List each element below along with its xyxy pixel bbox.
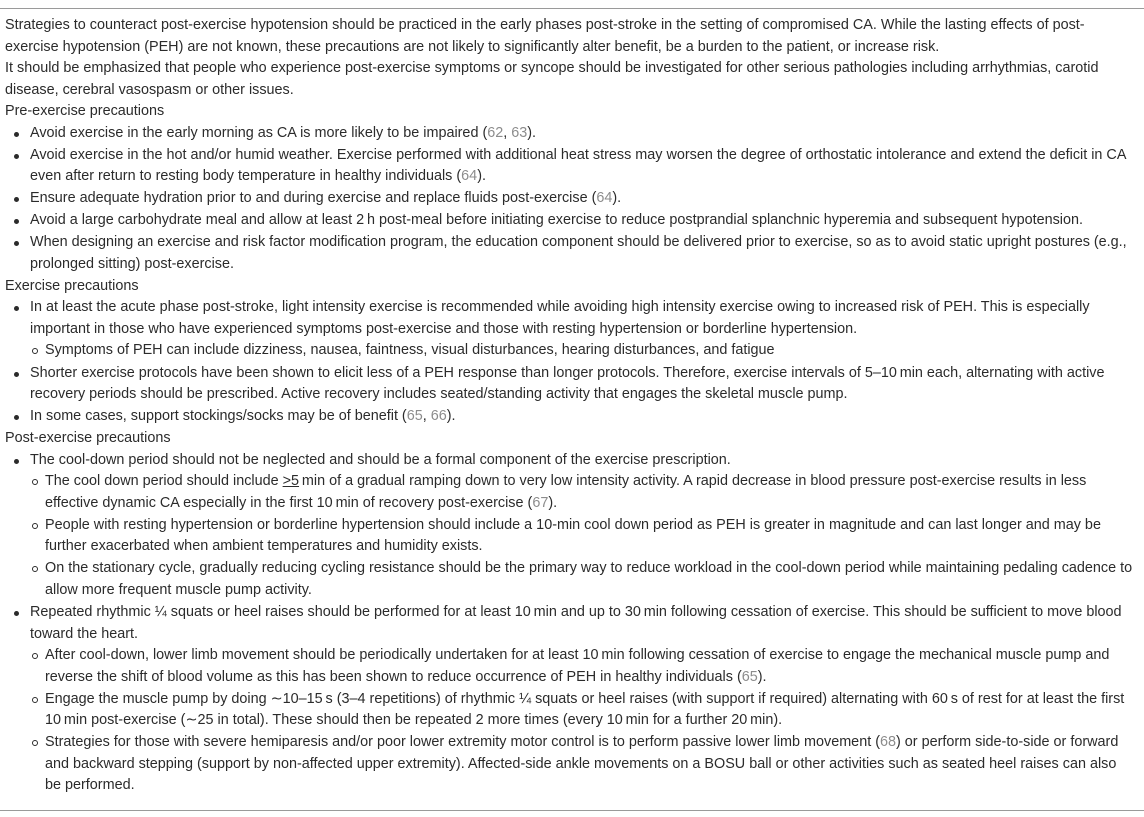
- bullet-icon: [14, 132, 19, 137]
- sub-list-item: The cool down period should include >5 min of a gradual ramping down to very low intensity activity. A rapid decrease in blood pressure post-exercise results in less effective dynamic CA especially in the first 10 min of recovery post-exercise (67).: [45, 471, 1135, 515]
- reference-link[interactable]: 68: [879, 734, 896, 750]
- bullet-icon: [14, 241, 19, 246]
- reference-link[interactable]: 62: [487, 124, 504, 141]
- intro-paragraph-1: Strategies to counteract post-exercise hypotension should be practiced in the early phases post-stroke in the setting of compromised CA. While the lasting effects of post-exercise hypotension (PEH) are not known, these precautions are not likely to significantly alter benefit, be a burden to the patient, or increase risk.: [5, 17, 1085, 55]
- circle-bullet-icon: [32, 348, 38, 354]
- table-content: [5, 15, 1135, 798]
- underlined-value: >5: [282, 473, 300, 489]
- circle-bullet-icon: [32, 523, 38, 529]
- reference-link[interactable]: 67: [532, 494, 549, 511]
- post-exercise-list: [5, 450, 1135, 798]
- list-item: Avoid exercise in the early morning as CA is more likely to be impaired (62, 63).: [30, 123, 1135, 145]
- exercise-list: [5, 297, 1135, 428]
- section-heading-pre-exercise: Pre-exercise precautions: [5, 103, 165, 119]
- bullet-icon: [14, 197, 19, 202]
- reference-link[interactable]: 66: [430, 408, 447, 424]
- intro-paragraph-2: It should be emphasized that people who experience post-exercise symptoms or syncope should be investigated for other serious pathologies including arrhythmias, carotid disease, cerebral vasospasm or other issues.: [5, 60, 1099, 98]
- sub-list-item: Strategies for those with severe hemiparesis and/or poor lower extremity motor control is to perform passive lower limb movement (68) or perform side-to-side or forward and backward stepping (support by non-affected upper extremity). Affected-side ankle movements on a BOSU ball or other activities such as seated heel raises can also be performed.: [45, 732, 1135, 797]
- list-item: When designing an exercise and risk factor modification program, the education component should be delivered prior to exercise, so as to avoid static upright postures (e.g., prolonged sitting) post-exercise.: [30, 232, 1135, 276]
- sub-list-item: People with resting hypertension or borderline hypertension should include a 10-min cool down period as PEH is greater in magnitude and can last longer and may be further exacerbated when ambient temperatures and humidity exists.: [45, 515, 1135, 559]
- list-item: Shorter exercise protocols have been shown to elicit less of a PEH response than longer protocols. Therefore, exercise intervals of 5–10 min each, alternating with active recovery periods should be prescribed. Active recovery includes seated/standing activity that engages the skeletal muscle pump.: [30, 363, 1135, 407]
- section-heading-exercise: Exercise precautions: [5, 277, 139, 294]
- bullet-icon: [14, 611, 19, 616]
- bullet-icon: [14, 459, 19, 464]
- sub-list: [30, 471, 1135, 602]
- section-heading-post-exercise: Post-exercise precautions: [5, 430, 171, 446]
- reference-link[interactable]: 63: [511, 124, 528, 141]
- circle-bullet-icon: [32, 566, 38, 572]
- bullet-icon: [14, 154, 19, 159]
- list-item: The cool-down period should not be neglected and should be a formal component of the exercise prescription. The cool down period should include >5 min of a gradual ramping down to very low intensity activity. A rapid decrease in blood pressure post-exercise results in less effective dynamic CA especially in the first 10 min of recovery post-exercise (67). People with resting hypertension or borderline hypertension should include a 10-min cool down period as PEH is greater in magnitude and can last longer and may be further exacerbated when ambient temperatures and humidity exists. On the stationary cycle, gradually reducing cycling resistance should be the primary way to reduce workload in the cool-down period while maintaining pedaling cadence to allow more frequent muscle pump activity.: [30, 450, 1135, 603]
- sub-list: [30, 645, 1135, 797]
- list-item: In some cases, support stockings/socks may be of benefit (65, 66).: [30, 406, 1135, 428]
- sub-list-item: After cool-down, lower limb movement should be periodically undertaken for at least 10 min following cessation of exercise to engage the mechanical muscle pump and reverse the shift of blood volume as this has been shown to reduce occurrence of PEH in healthy individuals (65).: [45, 645, 1135, 689]
- bullet-icon: [14, 372, 19, 377]
- sub-list: [30, 340, 1135, 362]
- list-item: In at least the acute phase post-stroke, light intensity exercise is recommended while avoiding high intensity exercise owing to increased risk of PEH. This is especially important in those who have experienced symptoms post-exercise and those with resting hypertension or borderline hypertension. Symptoms of PEH can include dizziness, nausea, faintness, visual disturbances, hearing disturbances, and fatigue: [30, 297, 1135, 363]
- bullet-icon: [14, 306, 19, 311]
- reference-link[interactable]: 65: [741, 668, 758, 685]
- circle-bullet-icon: [32, 697, 38, 703]
- sub-list-item: Symptoms of PEH can include dizziness, nausea, faintness, visual disturbances, hearing disturbances, and fatigue: [45, 340, 1135, 362]
- list-item: Avoid exercise in the hot and/or humid weather. Exercise performed with additional heat stress may worsen the degree of orthostatic intolerance and extend the deficit in CA even after return to resting body temperature in healthy individuals (64).: [30, 145, 1135, 189]
- bullet-icon: [14, 219, 19, 224]
- list-item: Ensure adequate hydration prior to and during exercise and replace fluids post-exercise (64).: [30, 188, 1135, 210]
- circle-bullet-icon: [32, 653, 38, 659]
- precautions-table: [0, 8, 1144, 811]
- reference-link[interactable]: 65: [406, 408, 423, 424]
- sub-list-item: On the stationary cycle, gradually reducing cycling resistance should be the primary way to reduce workload in the cool-down period while maintaining pedaling cadence to allow more frequent muscle pump activity.: [45, 558, 1135, 602]
- reference-link[interactable]: 64: [596, 190, 613, 206]
- sub-list-item: Engage the muscle pump by doing ∼10–15 s (3–4 repetitions) of rhythmic ¼ squats or heel raises (with support if required) alternating with 60 s of rest for at least the first 10 min post-exercise (∼25 in total). These should then be repeated 2 more times (every 10 min for a further 20 min).: [45, 689, 1135, 733]
- reference-link[interactable]: 64: [461, 168, 478, 184]
- bullet-icon: [14, 415, 19, 420]
- circle-bullet-icon: [32, 479, 38, 485]
- circle-bullet-icon: [32, 740, 38, 746]
- list-item: Avoid a large carbohydrate meal and allow at least 2 h post-meal before initiating exercise to reduce postprandial splanchnic hyperemia and subsequent hypotension.: [30, 210, 1135, 232]
- pre-exercise-list: [5, 123, 1135, 276]
- list-item: Repeated rhythmic ¼ squats or heel raises should be performed for at least 10 min and up to 30 min following cessation of exercise. This should be sufficient to move blood toward the heart. After cool-down, lower limb movement should be periodically undertaken for at least 10 min following cessation of exercise to engage the mechanical muscle pump and reverse the shift of blood volume as this has been shown to reduce occurrence of PEH in healthy individuals (65). Engage the muscle pump by doing ∼10–15 s (3–4 repetitions) of rhythmic ¼ squats or heel raises (with support if required) alternating with 60 s of rest for at least the first 10 min post-exercise (∼25 in total). These should then be repeated 2 more times (every 10 min for a further 20 min). Strategies for those with severe hemiparesis and/or poor lower extremity motor control is to perform passive lower limb movement (68) or perform side-to-side or forward and backward stepping (support by non-affected upper extremity). Affected-side ankle movements on a BOSU ball or other activities such as seated heel raises can also be performed.: [30, 602, 1135, 798]
